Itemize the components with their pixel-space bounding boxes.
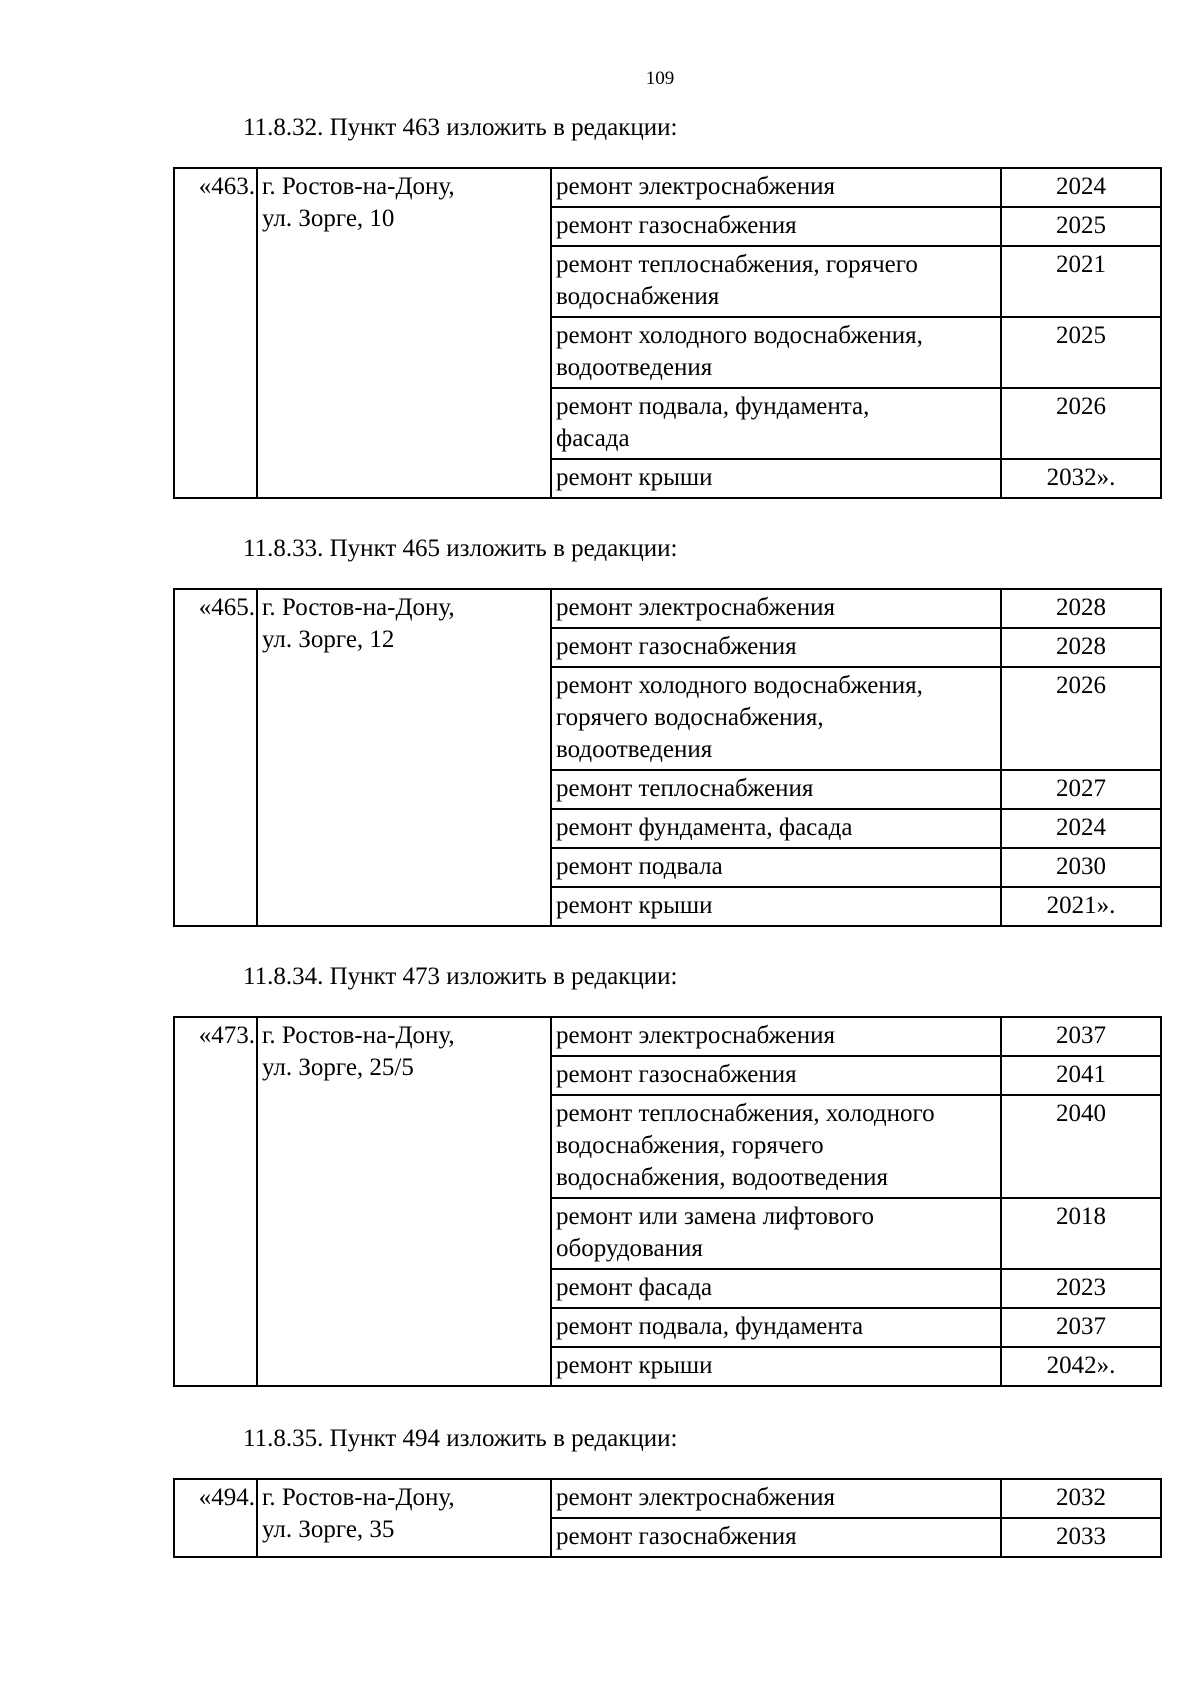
year-cell: 2025 bbox=[1001, 317, 1161, 388]
repair-table bbox=[173, 1478, 1162, 1558]
year-cell: 2021». bbox=[1001, 887, 1161, 926]
work-cell: ремонт холодного водоснабжения, горячего водоснабжения, водоотведения bbox=[551, 667, 1001, 770]
address-cell: г. Ростов-на-Дону, ул. Зорге, 12 bbox=[257, 589, 551, 926]
work-cell: ремонт крыши bbox=[551, 1347, 1001, 1386]
table-row bbox=[174, 168, 1161, 207]
work-cell: ремонт подвала, фундамента, фасада bbox=[551, 388, 1001, 459]
year-cell: 2026 bbox=[1001, 388, 1161, 459]
section-463 bbox=[173, 113, 1154, 499]
year-cell: 2025 bbox=[1001, 207, 1161, 246]
year-cell: 2032 bbox=[1001, 1479, 1161, 1518]
year-cell: 2041 bbox=[1001, 1056, 1161, 1095]
work-cell: ремонт электроснабжения bbox=[551, 1479, 1001, 1518]
work-cell: ремонт подвала, фундамента bbox=[551, 1308, 1001, 1347]
section-473 bbox=[173, 962, 1154, 1387]
repair-table bbox=[173, 588, 1162, 927]
section-heading: 11.8.34. Пункт 473 изложить в редакции: bbox=[243, 963, 678, 990]
year-cell: 2040 bbox=[1001, 1095, 1161, 1198]
work-cell: ремонт подвала bbox=[551, 848, 1001, 887]
item-number: «494. bbox=[174, 1479, 257, 1557]
address-cell: г. Ростов-на-Дону, ул. Зорге, 10 bbox=[257, 168, 551, 498]
address-cell: г. Ростов-на-Дону, ул. Зорге, 35 bbox=[257, 1479, 551, 1557]
item-number: «465. bbox=[174, 589, 257, 926]
section-heading: 11.8.35. Пункт 494 изложить в редакции: bbox=[243, 1425, 678, 1452]
work-cell: ремонт крыши bbox=[551, 459, 1001, 498]
table-row bbox=[174, 1479, 1161, 1518]
work-cell: ремонт или замена лифтового оборудования bbox=[551, 1198, 1001, 1269]
work-cell: ремонт теплоснабжения, горячего водоснабжения bbox=[551, 246, 1001, 317]
year-cell: 2030 bbox=[1001, 848, 1161, 887]
work-cell: ремонт холодного водоснабжения, водоотведения bbox=[551, 317, 1001, 388]
year-cell: 2028 bbox=[1001, 589, 1161, 628]
item-number: «463. bbox=[174, 168, 257, 498]
work-cell: ремонт фасада bbox=[551, 1269, 1001, 1308]
work-cell: ремонт газоснабжения bbox=[551, 1518, 1001, 1557]
table-row bbox=[174, 1017, 1161, 1056]
work-cell: ремонт электроснабжения bbox=[551, 168, 1001, 207]
year-cell: 2028 bbox=[1001, 628, 1161, 667]
year-cell: 2021 bbox=[1001, 246, 1161, 317]
work-cell: ремонт газоснабжения bbox=[551, 628, 1001, 667]
repair-table bbox=[173, 1016, 1162, 1387]
year-cell: 2033 bbox=[1001, 1518, 1161, 1557]
address-cell: г. Ростов-на-Дону, ул. Зорге, 25/5 bbox=[257, 1017, 551, 1386]
year-cell: 2024 bbox=[1001, 168, 1161, 207]
year-cell: 2037 bbox=[1001, 1017, 1161, 1056]
work-cell: ремонт электроснабжения bbox=[551, 1017, 1001, 1056]
work-cell: ремонт электроснабжения bbox=[551, 589, 1001, 628]
work-cell: ремонт теплоснабжения, холодного водоснабжения, горячего водоснабжения, водоотведения bbox=[551, 1095, 1001, 1198]
section-heading: 11.8.32. Пункт 463 изложить в редакции: bbox=[243, 114, 678, 141]
section-heading: 11.8.33. Пункт 465 изложить в редакции: bbox=[243, 535, 678, 562]
work-cell: ремонт фундамента, фасада bbox=[551, 809, 1001, 848]
section-465 bbox=[173, 534, 1154, 927]
repair-table bbox=[173, 167, 1162, 499]
work-cell: ремонт газоснабжения bbox=[551, 207, 1001, 246]
year-cell: 2026 bbox=[1001, 667, 1161, 770]
year-cell: 2018 bbox=[1001, 1198, 1161, 1269]
year-cell: 2024 bbox=[1001, 809, 1161, 848]
work-cell: ремонт теплоснабжения bbox=[551, 770, 1001, 809]
year-cell: 2042». bbox=[1001, 1347, 1161, 1386]
table-row bbox=[174, 589, 1161, 628]
item-number: «473. bbox=[174, 1017, 257, 1386]
year-cell: 2032». bbox=[1001, 459, 1161, 498]
year-cell: 2023 bbox=[1001, 1269, 1161, 1308]
page-number: 109 bbox=[645, 68, 675, 89]
year-cell: 2037 bbox=[1001, 1308, 1161, 1347]
work-cell: ремонт газоснабжения bbox=[551, 1056, 1001, 1095]
work-cell: ремонт крыши bbox=[551, 887, 1001, 926]
section-494 bbox=[173, 1424, 1154, 1558]
year-cell: 2027 bbox=[1001, 770, 1161, 809]
